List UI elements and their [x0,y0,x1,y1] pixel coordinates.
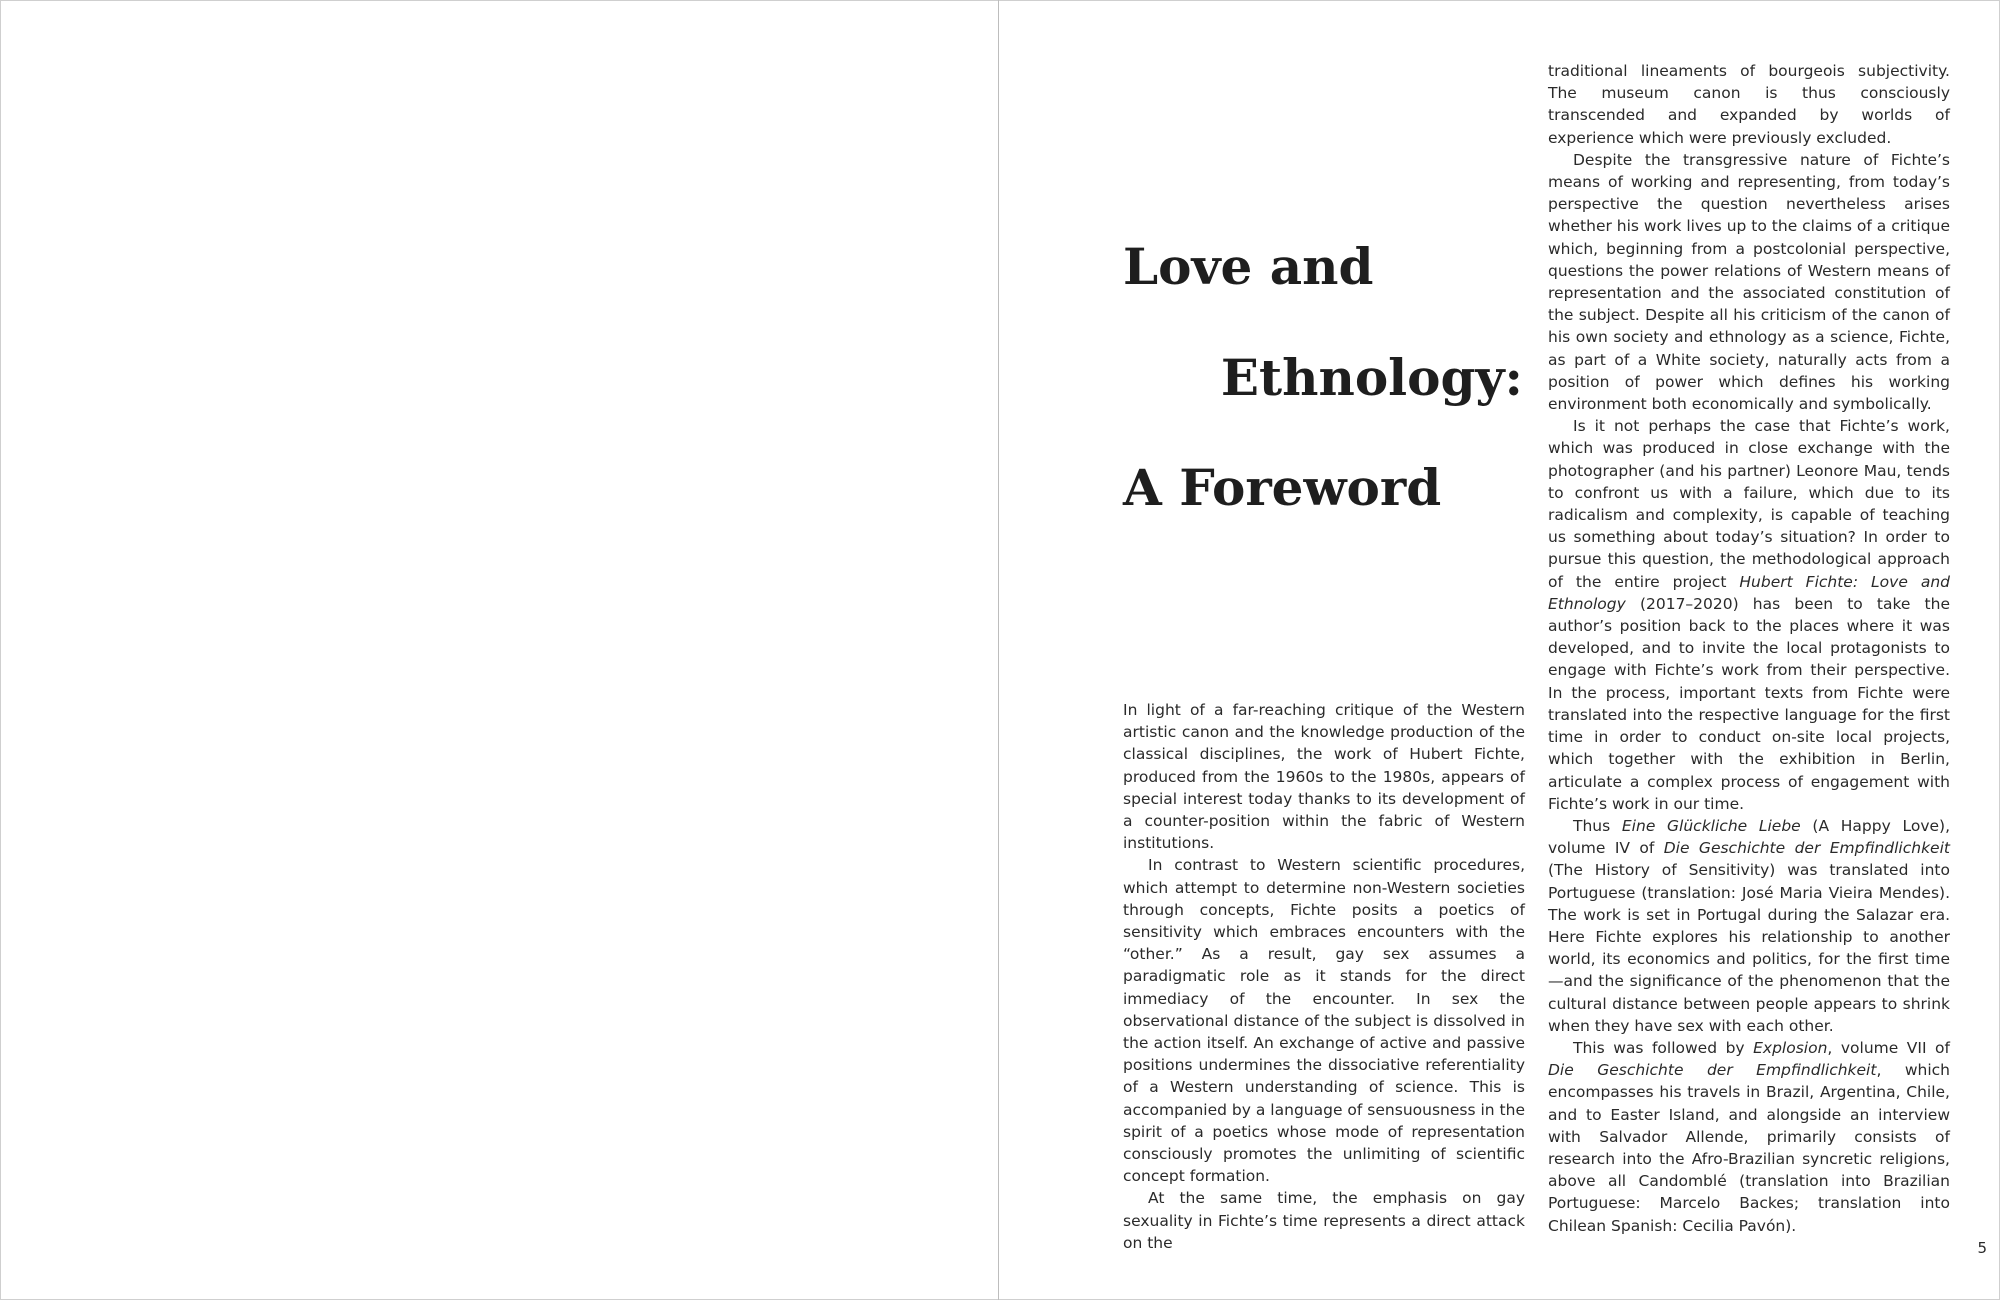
italic-title: Die Geschichte der Empfindlichkeit [1548,1061,1877,1080]
text-run: , volume VII of [1827,1038,1950,1057]
paragraph: At the same time, the emphasis on gay sexuality in Fichte’s time represents a direct attack on the [1123,1189,1525,1252]
paragraph [1548,815,1950,1037]
paragraph: In light of a far-reaching critique of the Western artistic canon and the knowledge production of the classical disciplines, the work of Hubert Fichte, produced from the 1960s to the 1980s, appears of special interest today thanks to its development of a counter-position within the fabric of Western institutions. [1123,701,1525,853]
text-run: (A Happy Love), volume IV of [1548,816,1950,858]
text-column-right [1548,60,1950,1237]
italic-title: Hubert Fichte: Love and Ethnology [1548,572,1950,613]
paragraph: Despite the transgressive nature of Fichte’s means of working and representing, from today’s perspective the question nevertheless arises whether his work lives up to the claims of a critique which, beginning from a postcolonial perspective, questions the power relations of Western means of representation and the associated constitution of the subject. Despite all his criticism of the canon of his own society and ethnology as a science, Fichte, as part of a White society, naturally acts from a position of power which defines his working environment both economically and symbolically. [1548,150,1950,414]
right-page [999,0,2000,1300]
text-column-left [1123,699,1525,1254]
text-run: Thus [1573,816,1622,835]
text-run: Is it not perhaps the case that Fichte’s work, which was produced in close exchange with the photographer (and his partner) Leonore Mau, tends to confront us with a failure, which due to its radicalism and complexity, is capable of teaching us something about today’s situation? In order to pursue this question, the methodological approach of the entire project [1548,417,1950,591]
left-page-blank [0,0,999,1300]
text-run: (2017–2020) has been to take the author’s position back to the places where it was developed, and to invite the local protagonists to engage with Fichte’s work from their perspective. In the process, important texts from Fichte were translated into the respective language for the first time in order to conduct on-site local projects, which together with the exhibition in Berlin, articulate a complex process of engagement with Fichte’s work in our time. [1548,594,1950,813]
paragraph [1548,1037,1950,1237]
title-line-3: A Foreword [1123,458,1442,517]
text-run: , which encompasses his travels in Brazil, Argentina, Chile, and to Easter Island, and alongside an interview with Salvador Allende, primarily consists of research into the Afro-Brazilian syncretic religions, above all Candomblé (translation into Brazilian Portuguese: Marcelo Backes; translation into Chilean Spanish: Cecilia Pavón). [1548,1061,1950,1235]
italic-title: Eine Glückliche Liebe [1621,816,1801,835]
title-line-2: Ethnology: [1220,348,1523,407]
title-line-1: Love and [1123,237,1374,296]
italic-title: Die Geschichte der Empfindlichkeit [1663,839,1950,858]
paragraph: traditional lineaments of bourgeois subjectivity. The museum canon is thus consciously transcended and expanded by worlds of experience which were previously excluded. [1548,62,1950,147]
paragraph: In contrast to Western scientific procedures, which attempt to determine non-Western societies through concepts, Fichte posits a poetics of sensitivity which embraces encounters with the “other.” As a result, gay sex assumes a paradigmatic role as it stands for the direct immediacy of the encounter. In sex the observational distance of the subject is dissolved in the action itself. An exchange of active and passive positions undermines the dissociative referentiality of a Western understanding of science. This is accompanied by a language of sensuousness in the spirit of a poetics whose mode of representation consciously promotes the unlimiting of scientific concept formation. [1123,856,1525,1186]
text-run: This was followed by [1573,1038,1754,1057]
text-run: (The History of Sensitivity) was translated into Portuguese (translation: José Maria Vieira Mendes). The work is set in Portugal during the Salazar era. Here Fichte explores his relationship to another world, its economics and politics, for the first time—and the significance of the phenomenon that the cultural distance between people appears to shrink when they have sex with each other. [1548,861,1950,1035]
paragraph [1548,415,1950,815]
italic-title: Explosion [1753,1038,1828,1057]
page-number: 5 [1977,1239,1987,1257]
